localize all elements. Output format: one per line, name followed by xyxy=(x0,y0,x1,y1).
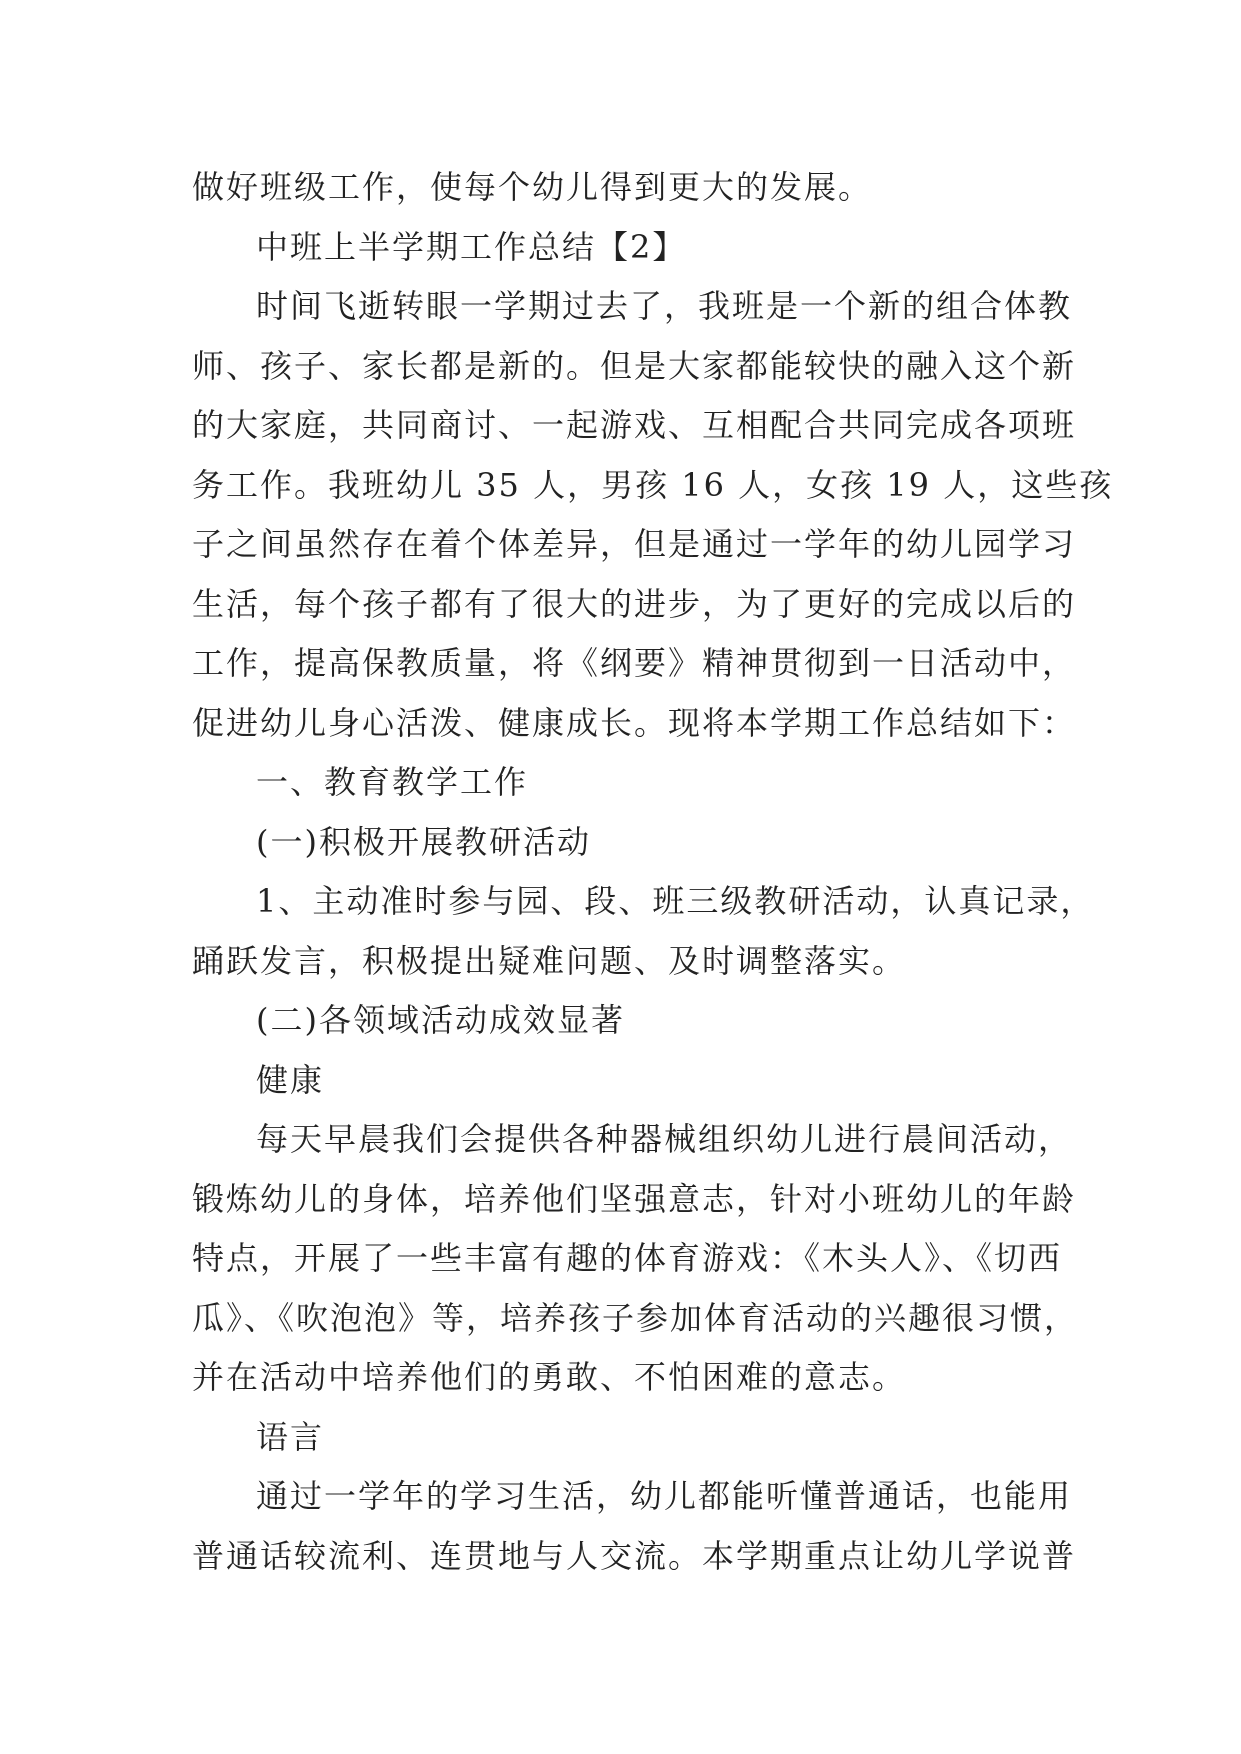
text-line: 务工作。我班幼儿 35 人，男孩 16 人，女孩 19 人，这些孩 xyxy=(192,465,1114,504)
heading-line: 健康 xyxy=(256,1060,325,1099)
paragraph-research-item xyxy=(192,872,1095,932)
text-line: 踊跃发言，积极提出疑难问题、及时调整落实。 xyxy=(192,941,907,980)
text-line: 每天早晨我们会提供各种器械组织幼儿进行晨间活动， xyxy=(256,1120,1073,1158)
text-line: 促进幼儿身心活泼、健康成长。现将本学期工作总结如下： xyxy=(192,703,1077,742)
paragraph-language-continued xyxy=(192,1527,1077,1587)
paragraph-intro xyxy=(192,277,1073,337)
text-line: 特点，开展了一些丰富有趣的体育游戏：《木头人》、《切西 xyxy=(192,1239,1063,1277)
document-body xyxy=(192,158,1114,1586)
text-line: 1、主动准时参与园、段、班三级教研活动，认真记录， xyxy=(256,882,1095,920)
heading-line: (二)各领域活动成效显著 xyxy=(256,1001,625,1039)
heading-line: 中班上半学期工作总结【2】 xyxy=(256,227,687,266)
text-line: 的大家庭，共同商讨、一起游戏、互相配合共同完成各项班 xyxy=(192,406,1077,444)
heading-line: (一)积极开展教研活动 xyxy=(256,822,591,861)
text-line: 师、孩子、家长都是新的。但是大家都能较快的融入这个新 xyxy=(192,346,1077,385)
text-line: 瓜》、《吹泡泡》等，培养孩子参加体育活动的兴趣很习惯， xyxy=(192,1298,1079,1337)
paragraph-intro-continued xyxy=(192,337,1114,754)
heading-line: 一、教育教学工作 xyxy=(256,763,529,801)
paragraph-research-item-continued xyxy=(192,932,1054,992)
text-line: 子之间虽然存在着个体差异，但是通过一学年的幼儿园学习 xyxy=(192,525,1077,563)
section-heading xyxy=(192,218,1054,278)
subheading-language xyxy=(192,1408,1054,1468)
subheading-health xyxy=(192,1051,1054,1111)
heading-line: 语言 xyxy=(256,1417,325,1456)
text-line: 做好班级工作，使每个幼儿得到更大的发展。 xyxy=(192,168,873,206)
text-line: 生活，每个孩子都有了很大的进步，为了更好的完成以后的 xyxy=(192,584,1077,623)
paragraph-language xyxy=(192,1467,1073,1527)
paragraph-health xyxy=(192,1110,1073,1170)
paragraph-continuation xyxy=(192,158,1054,218)
subheading-education xyxy=(192,753,1054,813)
text-line: 通过一学年的学习生活，幼儿都能听懂普通话，也能用 xyxy=(256,1477,1073,1515)
text-line: 时间飞逝转眼一学期过去了，我班是一个新的组合体教 xyxy=(256,287,1073,325)
subheading-domains xyxy=(192,991,1054,1051)
text-line: 普通话较流利、连贯地与人交流。本学期重点让幼儿学说普 xyxy=(192,1536,1077,1575)
text-line: 锻炼幼儿的身体，培养他们坚强意志，针对小班幼儿的年龄 xyxy=(192,1179,1077,1218)
subheading-research xyxy=(192,813,1054,873)
text-line: 并在活动中培养他们的勇敢、不怕困难的意志。 xyxy=(192,1358,907,1396)
paragraph-health-continued xyxy=(192,1170,1079,1408)
text-line: 工作，提高保教质量，将《纲要》精神贯彻到一日活动中， xyxy=(192,644,1077,682)
